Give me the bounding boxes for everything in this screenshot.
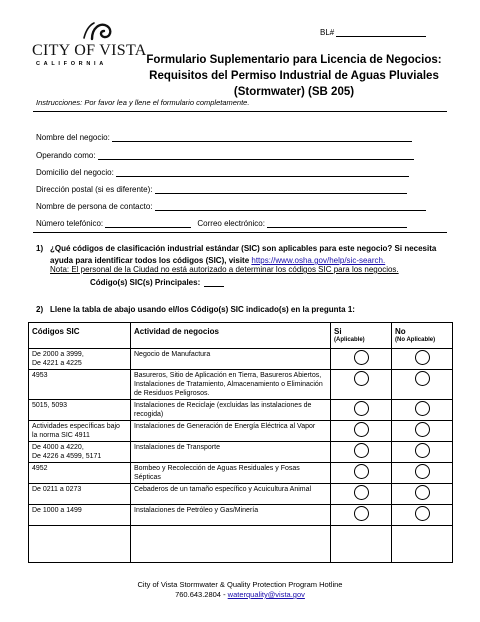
title-line-2: Requisitos del Permiso Industrial de Aguas Pluviales [149,70,439,82]
no-radio-button[interactable] [415,506,430,521]
header-yes-label: Si [334,327,342,336]
footer-separator: - [223,590,226,599]
no-radio-button[interactable] [415,485,430,500]
logo-city-text: CITY OF VISTA [32,42,147,59]
question-1-number: 1) [36,244,44,253]
yes-radio-button[interactable] [354,350,369,365]
operates-as-input[interactable] [98,151,414,160]
empty-cell [331,526,392,563]
question-2-number: 2) [36,305,44,314]
footer-phone: 760.643.2804 [175,590,221,599]
sic-codes-cell: 5015, 5093 [29,400,131,421]
yes-cell [331,370,392,400]
sic-codes-cell: De 2000 a 3999, De 4221 a 4225 [29,349,131,370]
business-address-input[interactable] [116,168,409,177]
activity-cell: Basureros, Sitio de Aplicación en Tierra, Basureros Abiertos, Instalaciones de Tratamiento, Almacenamiento o Eliminación de Residuos Peligrosos. [131,370,331,400]
no-radio-button[interactable] [415,464,430,479]
question-1-prompt: ¿Qué códigos de clasificación industrial estándar (SIC) son aplicables para este negocio? Si necesita ayuda para identificar todos los códigos (SIC), visite [50,244,437,265]
no-radio-button[interactable] [415,350,430,365]
sun-swirl-icon [20,14,120,44]
footer-email-link[interactable]: waterquality@vista.gov [227,590,305,599]
header-yes [331,323,392,349]
osha-sic-search-link[interactable]: https://www.osha.gov/help/sic-search. [251,256,386,265]
business-address-label: Domicilio del negocio: [36,168,114,177]
no-cell [392,505,453,526]
yes-radio-button[interactable] [354,371,369,386]
yes-cell [331,421,392,442]
table-row [29,349,453,370]
no-cell [392,484,453,505]
bl-number-field[interactable] [320,28,426,37]
sic-codes-cell: De 4000 a 4220, De 4226 a 4599, 5171 [29,442,131,463]
title-line-1: Formulario Suplementario para Licencia de Negocios: [146,54,442,66]
no-cell [392,370,453,400]
header-yes-sub: (Aplicable) [334,337,365,343]
sic-codes-cell: Actividades específicas bajo la norma SIC 4911 [29,421,131,442]
no-radio-button[interactable] [415,371,430,386]
business-name-label: Nombre del negocio: [36,133,110,142]
activity-cell: Instalaciones de Transporte [131,442,331,463]
mailing-address-field[interactable] [36,185,407,194]
question-2-text: Llene la tabla de abajo usando el/los Código(s) SIC indicado(s) en la pregunta 1: [50,305,355,314]
yes-radio-button[interactable] [354,464,369,479]
yes-cell [331,463,392,484]
question-1-text [50,243,450,267]
primary-sic-codes-field[interactable] [90,278,224,287]
table-row [29,421,453,442]
footer-hotline: City of Vista Stormwater & Quality Protection Program Hotline [137,580,343,589]
no-radio-button[interactable] [415,443,430,458]
phone-input[interactable] [105,219,191,228]
yes-cell [331,349,392,370]
table-row [29,400,453,421]
table-row [29,463,453,484]
header-no-sub: (No Aplicable) [395,337,436,343]
no-radio-button[interactable] [415,401,430,416]
table-row [29,370,453,400]
sic-codes-cell: 4953 [29,370,131,400]
city-of-vista-logo [20,14,147,72]
empty-cell [392,526,453,563]
instructions: Instrucciones: Por favor lea y llene el formulario completamente. [36,98,250,107]
form-title [144,52,444,100]
activity-cell: Negocio de Manufactura [131,349,331,370]
yes-cell [331,442,392,463]
footer [0,580,480,600]
contact-name-label: Nombre de persona de contacto: [36,202,153,211]
business-address-field[interactable] [36,168,409,177]
yes-radio-button[interactable] [354,443,369,458]
activity-cell: Instalaciones de Generación de Energía Eléctrica al Vapor [131,421,331,442]
primary-sic-codes-input[interactable] [204,278,224,287]
yes-radio-button[interactable] [354,485,369,500]
activity-cell: Instalaciones de Reciclaje (excluidas las instalaciones de recogida) [131,400,331,421]
email-input[interactable] [267,219,407,228]
footer-contact [0,590,480,600]
empty-cell [131,526,331,563]
header-activity: Actividad de negocios [131,323,331,349]
no-cell [392,400,453,421]
activity-cell: Instalaciones de Petróleo y Gas/Minería [131,505,331,526]
mailing-address-label: Dirección postal (si es diferente): [36,185,153,194]
table-row [29,442,453,463]
sic-codes-cell: De 0211 a 0273 [29,484,131,505]
operates-as-field[interactable] [36,151,414,160]
email-label: Correo electrónico: [197,219,265,228]
activity-cell: Bombeo y Recolección de Aguas Residuales y Fosas Sépticas [131,463,331,484]
no-cell [392,349,453,370]
contact-name-field[interactable] [36,202,426,211]
sic-codes-cell: 4952 [29,463,131,484]
yes-radio-button[interactable] [354,401,369,416]
bl-label: BL# [320,28,335,37]
title-line-3: (Stormwater) (SB 205) [233,86,355,98]
empty-cell [29,526,131,563]
no-radio-button[interactable] [415,422,430,437]
logo-state-text: CALIFORNIA [36,61,107,67]
divider [33,111,447,112]
no-cell [392,442,453,463]
table-header-row [29,323,453,349]
yes-cell [331,505,392,526]
table-row [29,505,453,526]
sic-table [28,322,453,563]
header-no-label: No [395,327,406,336]
yes-cell [331,400,392,421]
table-row [29,484,453,505]
primary-sic-codes-label: Código(s) SIC(s) Principales: [90,278,201,287]
table-row-empty [29,526,453,563]
business-name-field[interactable] [36,133,412,142]
header-codes: Códigos SIC [29,323,131,349]
phone-label: Número telefónico: [36,219,104,228]
yes-radio-button[interactable] [354,422,369,437]
operates-as-label: Operando como: [36,151,96,160]
yes-radio-button[interactable] [354,506,369,521]
divider [33,232,447,233]
yes-cell [331,484,392,505]
question-1-note: Nota: El personal de la Ciudad no está autorizado a determinar los códigos SIC para los negocios. [50,265,399,274]
header-no [392,323,453,349]
mailing-address-input[interactable] [155,185,407,194]
contact-name-input[interactable] [155,202,426,211]
bl-input-line[interactable] [336,28,426,37]
no-cell [392,463,453,484]
sic-codes-cell: De 1000 a 1499 [29,505,131,526]
activity-cell: Cebaderos de un tamaño específico y Acuicultura Animal [131,484,331,505]
no-cell [392,421,453,442]
business-name-input[interactable] [112,133,412,142]
phone-email-field[interactable] [36,219,407,228]
